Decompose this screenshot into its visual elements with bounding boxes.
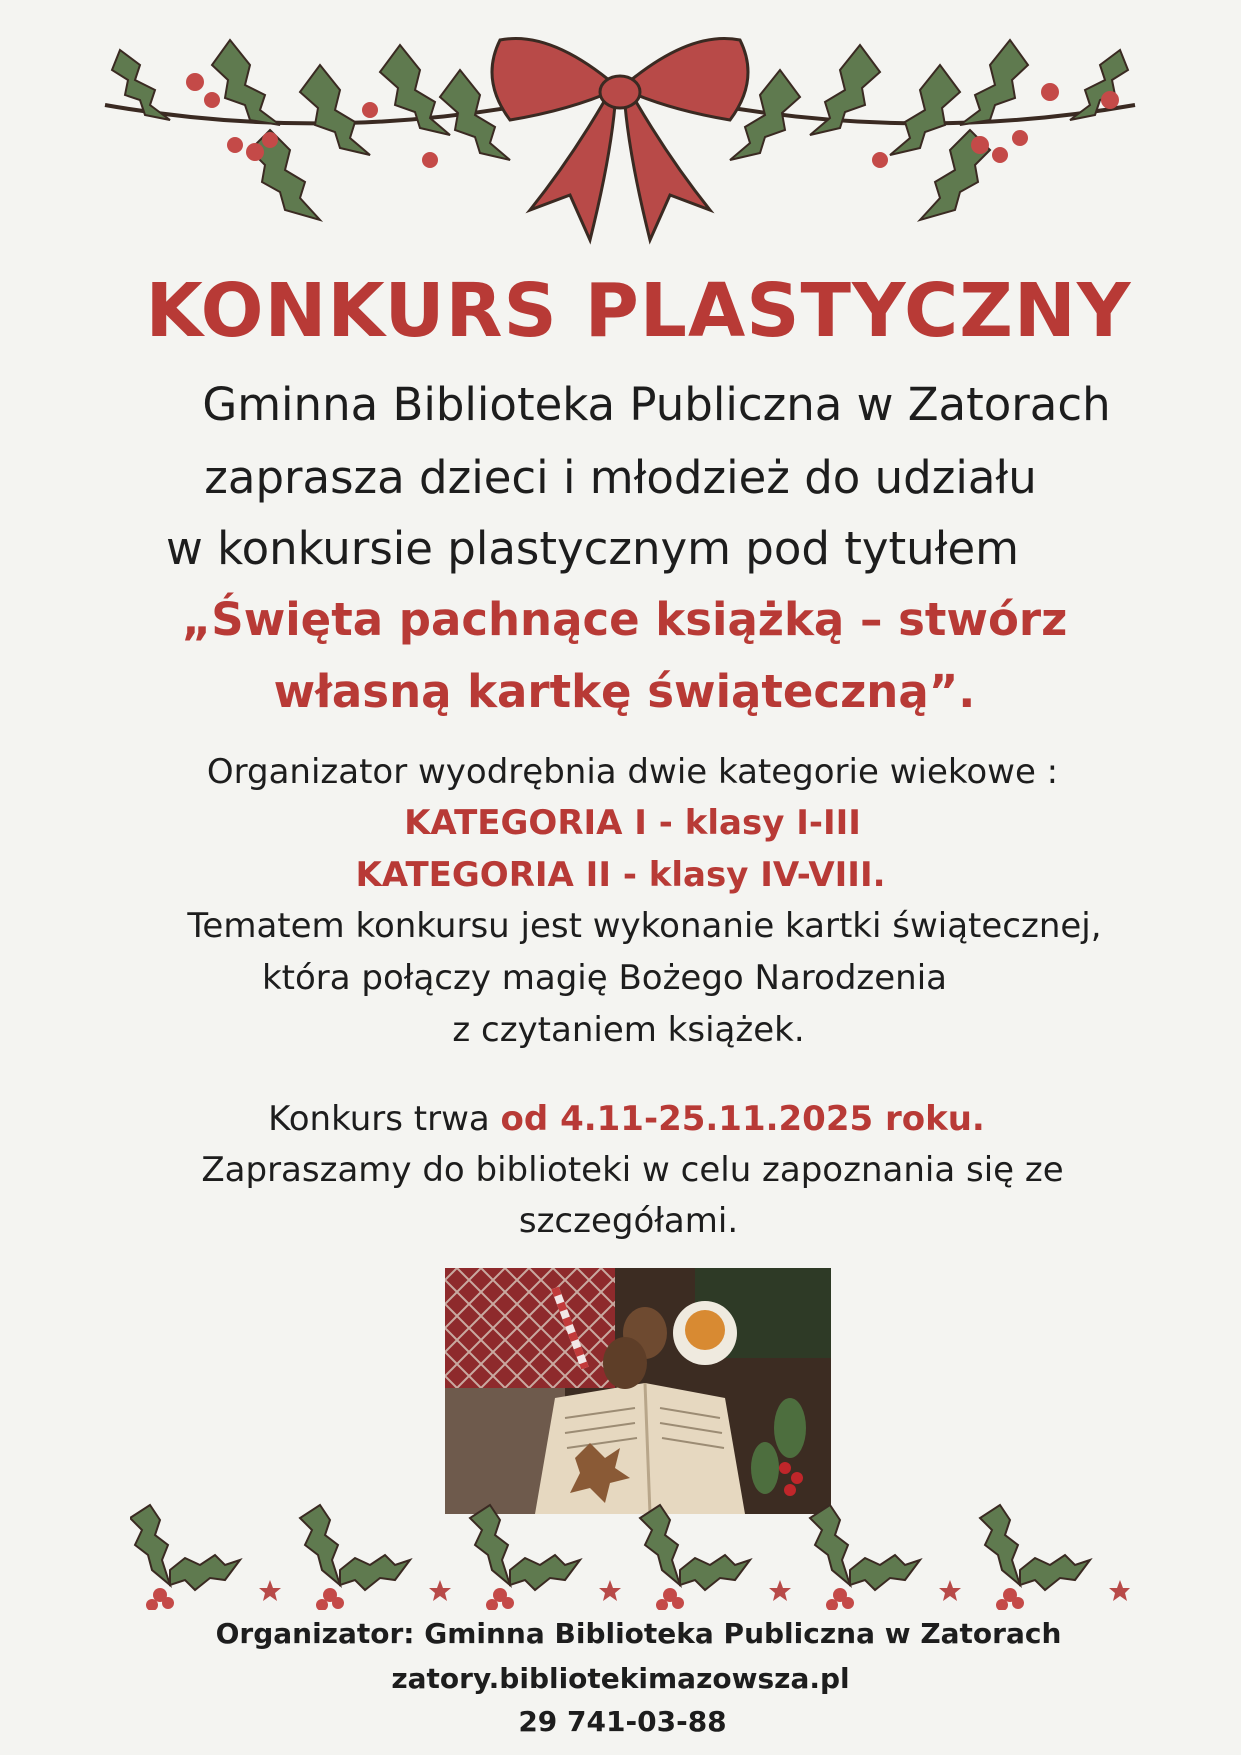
holly-border-decoration [130, 1500, 1130, 1610]
intro-line-1: Gminna Biblioteka Publiczna w Zatorach [202, 378, 1111, 431]
dates-range: od 4.11-25.11.2025 roku. [500, 1099, 985, 1139]
invite-line-1: Zapraszamy do biblioteki w celu zapoznania się ze [201, 1150, 1064, 1190]
dates-prefix: Konkurs trwa [268, 1099, 501, 1139]
intro-line-3: w konkursie plastycznym pod tytułem [166, 522, 1019, 575]
christmas-book-photo [445, 1268, 831, 1514]
invite-line-2: szczegółami. [518, 1201, 739, 1241]
contest-title-line-2: własną kartkę świąteczną”. [273, 665, 976, 718]
theme-line-2: która połączy magię Bożego Narodzenia [261, 958, 948, 998]
category-1: KATEGORIA I - klasy I-III [404, 803, 861, 843]
category-2: KATEGORIA II - klasy IV-VIII. [355, 855, 886, 895]
intro-line-2: zaprasza dzieci i młodzież do udziału [204, 451, 1037, 504]
categories-intro: Organizator wyodrębnia dwie kategorie wiekowe : [206, 752, 1059, 792]
theme-line-1: Tematem konkursu jest wykonanie kartki świątecznej, [187, 906, 1102, 946]
page-title: KONKURS PLASTYCZNY [145, 268, 1132, 354]
footer-website[interactable]: zatory.bibliotekimazowsza.pl [391, 1662, 850, 1695]
contest-dates [6, 1099, 1241, 1139]
contest-title-line-1: „Święta pachnące książką – stwórz [181, 593, 1068, 646]
holly-garland-decoration [100, 10, 1140, 270]
theme-line-3: z czytaniem książek. [452, 1010, 805, 1050]
footer-phone: 29 741-03-88 [518, 1705, 727, 1738]
footer-organizer: Organizator: Gminna Biblioteka Publiczna w Zatorach [215, 1617, 1062, 1650]
